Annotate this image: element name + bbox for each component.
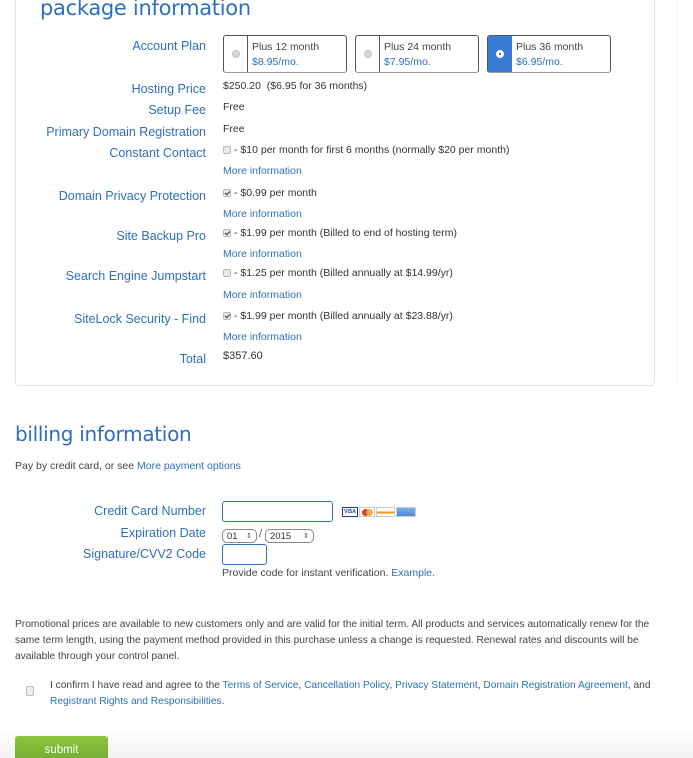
sitelock-more-info-link[interactable]: More information <box>223 331 302 343</box>
site-backup-option <box>223 227 457 239</box>
select-arrows-icon: ⇕ <box>303 533 309 540</box>
pay-prefix: Pay by credit card, or see <box>15 460 137 472</box>
discover-card-icon <box>376 507 395 517</box>
domain-privacy-option <box>223 187 317 199</box>
plan-option-36-month[interactable] <box>487 35 611 73</box>
constant-contact-option <box>223 144 509 156</box>
site-backup-label: Site Backup Pro <box>116 229 206 243</box>
constant-contact-more-info-link[interactable]: More information <box>223 165 302 177</box>
hosting-price-label: Hosting Price <box>131 82 206 96</box>
search-engine-jumpstart-label: Search Engine Jumpstart <box>65 269 206 283</box>
plan-name: Plus 24 month <box>384 41 452 53</box>
setup-fee-label: Setup Fee <box>148 103 206 117</box>
credit-card-number-input[interactable] <box>222 501 333 522</box>
privacy-statement-link[interactable]: Privacy Statement <box>395 680 478 691</box>
agree-end: . <box>221 696 225 707</box>
cvv-label: Signature/CVV2 Code <box>83 547 206 561</box>
domain-privacy-checkbox[interactable] <box>223 189 231 197</box>
visa-card-icon: VISA <box>342 507 358 517</box>
agree-and: , and <box>627 680 651 691</box>
domain-privacy-label: Domain Privacy Protection <box>58 189 206 203</box>
submit-button[interactable]: submit <box>15 736 108 758</box>
account-plan-label: Account Plan <box>132 39 206 53</box>
constant-contact-label: Constant Contact <box>109 146 206 160</box>
cvv-input[interactable] <box>222 544 267 565</box>
selected-month: 01 <box>227 530 238 542</box>
pay-by-credit-card-text <box>15 460 241 472</box>
promotional-disclaimer: Promotional prices are available to new customers only and are valid for the initial term. All products and services automatically renew for the same term length, using the payment method provided in this purchase unless a change is requested. Renewal rates and discounts will be available through your control panel. <box>15 619 650 662</box>
site-backup-checkbox[interactable] <box>223 229 231 237</box>
selected-year: 2015 <box>270 530 292 542</box>
billing-information-heading: billing information <box>15 422 192 446</box>
sitelock-checkbox[interactable] <box>223 312 231 320</box>
terms-agree-checkbox[interactable] <box>26 686 34 696</box>
divider <box>676 0 677 386</box>
cvv-help-text <box>222 567 435 579</box>
plan-price: $8.95/mo. <box>252 56 299 68</box>
credit-card-number-label: Credit Card Number <box>94 504 206 518</box>
plan-24-radio[interactable] <box>364 50 372 58</box>
domain-privacy-more-info-link[interactable]: More information <box>223 208 302 220</box>
date-separator: / <box>259 528 263 540</box>
constant-contact-checkbox[interactable] <box>223 146 231 154</box>
site-backup-more-info-link[interactable]: More information <box>223 248 302 260</box>
primary-domain-label: Primary Domain Registration <box>46 125 206 139</box>
package-information-heading: package information <box>40 0 251 20</box>
addon-price-text: - $0.99 per month <box>234 187 317 199</box>
addon-price-text: - $1.99 per month (Billed to end of hosting term) <box>234 227 457 239</box>
plan-name: Plus 12 month <box>252 41 320 53</box>
addon-price-text: - $10 per month for first 6 months (normally $20 per month) <box>234 144 510 156</box>
search-engine-jumpstart-more-info-link[interactable]: More information <box>223 289 302 301</box>
domain-registration-agreement-link[interactable]: Domain Registration Agreement <box>483 680 628 691</box>
cvv-example-link[interactable]: Example. <box>391 567 436 579</box>
plan-price: $7.95/mo. <box>384 56 431 68</box>
addon-price-text: - $1.25 per month (Billed annually at $14.99/yr) <box>234 267 453 279</box>
accepted-cards <box>342 507 416 517</box>
hosting-price-value: $250.20 ($6.95 for 36 months) <box>223 80 368 92</box>
select-arrows-icon: ⇕ <box>246 533 252 540</box>
setup-fee-value: Free <box>223 101 245 113</box>
amex-card-icon <box>396 507 416 517</box>
search-engine-jumpstart-checkbox[interactable] <box>223 269 231 277</box>
total-label: Total <box>179 352 206 366</box>
plan-name: Plus 36 month <box>516 41 584 53</box>
search-engine-jumpstart-option <box>223 267 453 279</box>
sitelock-option <box>223 310 453 322</box>
total-value: $357.60 <box>223 350 263 362</box>
mastercard-icon <box>359 507 375 517</box>
plan-price: $6.95/mo. <box>516 56 563 68</box>
plan-12-radio[interactable] <box>232 50 240 58</box>
terms-agreement-text: I confirm I have read and agree to the Terms of Service, Cancellation Policy, Privacy Statement, Domain Registration Agreement, and Registrant Rights and Responsibilities. <box>50 680 651 707</box>
registrant-rights-link[interactable]: Registrant Rights and Responsibilities <box>50 696 222 707</box>
more-payment-options-link[interactable]: More payment options <box>136 460 241 472</box>
addon-price-text: - $1.99 per month (Billed annually at $23.88/yr) <box>234 310 453 322</box>
plan-option-12-month[interactable] <box>223 35 347 73</box>
plan-option-24-month[interactable] <box>355 35 479 73</box>
terms-of-service-link[interactable]: Terms of Service <box>222 680 299 691</box>
plan-36-radio[interactable] <box>496 50 504 58</box>
cancellation-policy-link[interactable]: Cancellation Policy <box>304 680 390 691</box>
sitelock-label: SiteLock Security - Find <box>74 312 206 326</box>
expiration-month-select[interactable] <box>222 529 257 543</box>
primary-domain-value: Free <box>223 123 245 135</box>
cvv-help: Provide code for instant verification. <box>222 567 392 579</box>
expiration-year-select[interactable] <box>265 529 314 543</box>
expiration-date-label: Expiration Date <box>120 526 206 540</box>
agree-prefix: I confirm I have read and agree to the <box>50 680 223 691</box>
